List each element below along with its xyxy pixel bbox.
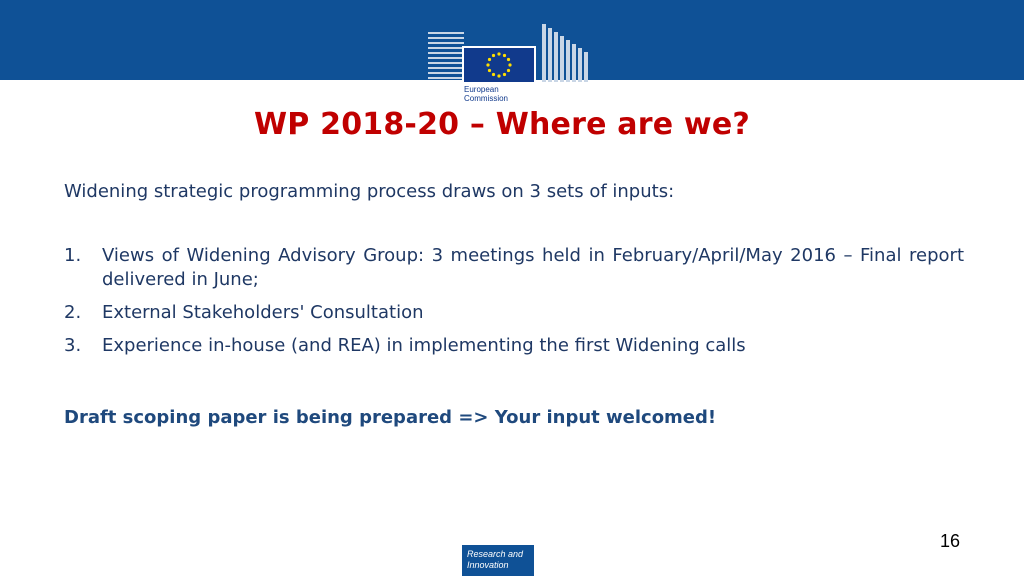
call-to-action: Draft scoping paper is being prepared => Your input welcomed! xyxy=(64,407,717,428)
list-item xyxy=(64,334,964,358)
list-item-number: 2. xyxy=(64,302,82,323)
list-item xyxy=(64,244,964,292)
inputs-list xyxy=(64,244,964,358)
research-innovation-badge xyxy=(462,545,534,576)
list-item-text: External Stakeholders' Consultation xyxy=(102,302,424,323)
svg-text:Commission: Commission xyxy=(464,94,509,103)
badge-line-2: Innovation xyxy=(467,560,509,570)
slide-title: WP 2018-20 – Where are we? xyxy=(254,107,750,142)
list-item xyxy=(64,301,964,325)
intro-text: Widening strategic programming process draws on 3 sets of inputs: xyxy=(64,181,675,202)
svg-text:European: European xyxy=(464,85,499,94)
list-item-number: 3. xyxy=(64,335,82,356)
list-item-number: 1. xyxy=(64,245,82,266)
european-commission-logo xyxy=(428,18,596,108)
badge-line-1: Research and xyxy=(467,549,524,559)
list-item-text: Experience in-house (and REA) in implementing the first Widening calls xyxy=(102,335,746,356)
list-item-text: Views of Widening Advisory Group: 3 meetings held in February/April/May 2016 – Final report delivered in June; xyxy=(102,245,964,290)
page-number: 16 xyxy=(939,531,961,551)
